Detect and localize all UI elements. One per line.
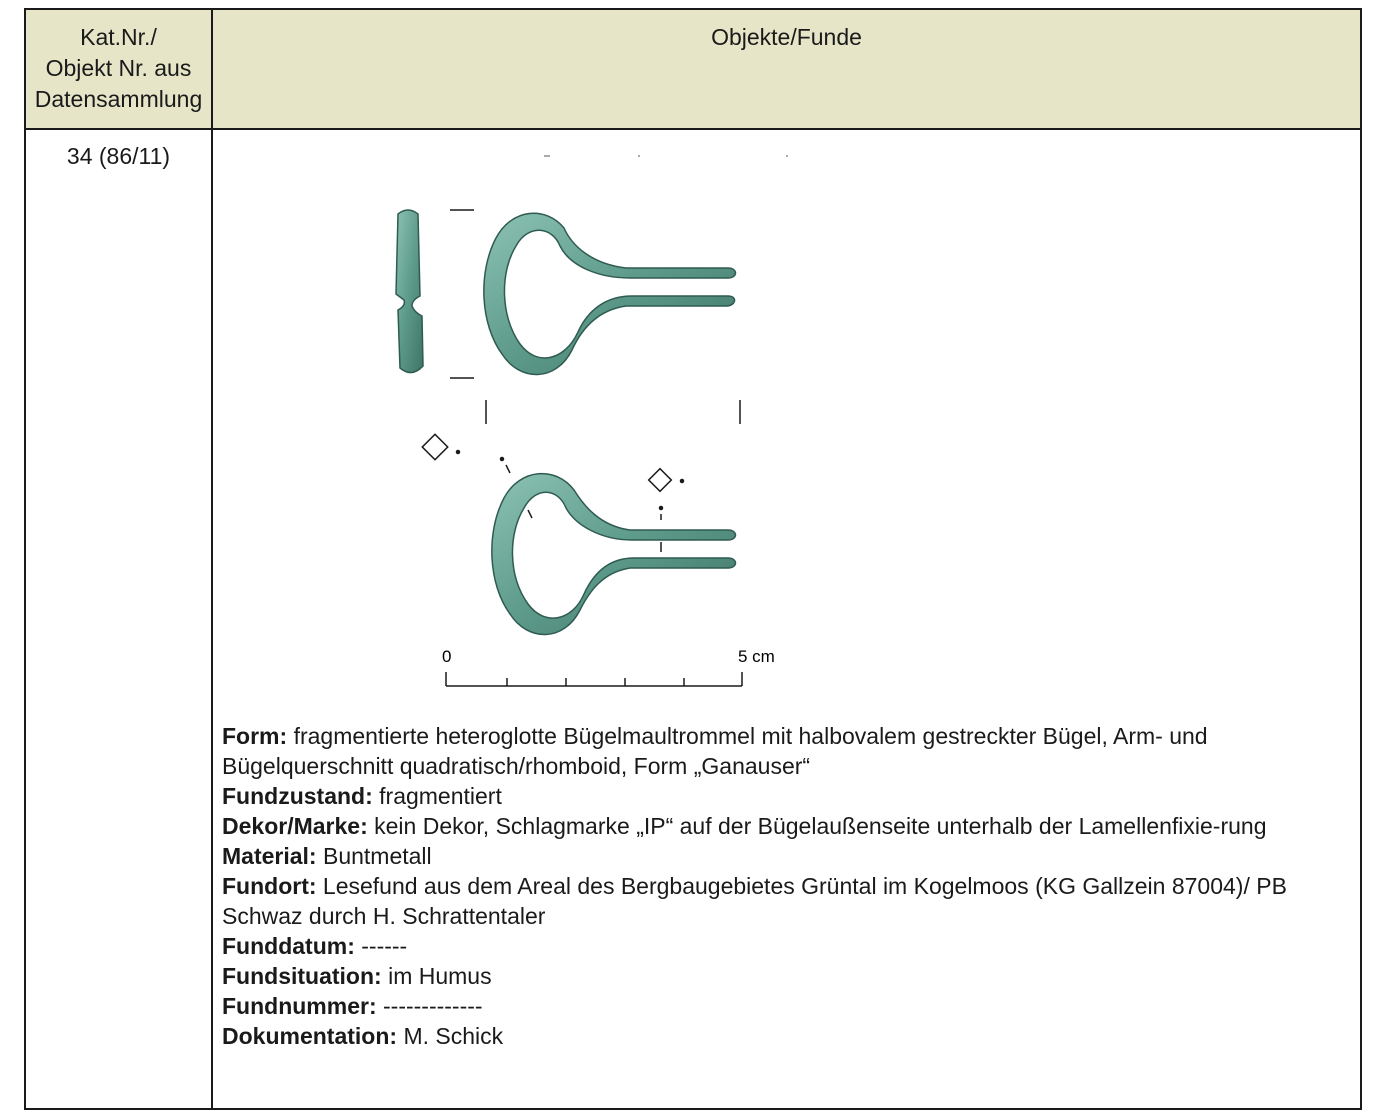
field-form: Form: fragmentierte heteroglotte Bügelmaultrommel mit halbovalem gestreckter Bügel, Arm- und Bügelquerschnitt quadratisch/rhomboid, Form „Ganauser“ [222, 723, 1208, 779]
header-kat-nr: Kat.Nr./ Objekt Nr. aus Datensammlung [34, 24, 203, 112]
header-objekte: Objekte/Funde [711, 24, 862, 50]
catalog-table [24, 8, 1362, 1110]
back-view [492, 474, 736, 635]
side-view [396, 210, 423, 373]
field-fundort: Fundort: Lesefund aus dem Areal des Bergbaugebietes Grüntal im Kogelmoos (KG Gallzein 87004)/ PB Schwaz durch H. Schrattentaler [222, 873, 1287, 929]
field-dokumentation: Dokumentation: M. Schick [222, 1023, 504, 1049]
field-fundzustand: Fundzustand: fragmentiert [222, 783, 502, 809]
kat-nr-value: 34 (86/11) [66, 143, 171, 169]
field-material: Material: Buntmetall [222, 843, 432, 869]
field-fundnummer: Fundnummer: ------------- [222, 993, 483, 1019]
field-dekor: Dekor/Marke: kein Dekor, Schlagmarke „IP“ auf der Bügelaußenseite unterhalb der Lamellenfixie-rung [222, 813, 1267, 839]
field-funddatum: Funddatum: ------ [222, 933, 408, 959]
scale-end-label: 5 cm [738, 647, 775, 666]
object-description [222, 721, 1352, 1051]
scale-start-label: 0 [442, 647, 452, 666]
field-fundsituation: Fundsituation: im Humus [222, 963, 492, 989]
scale-bar [446, 672, 742, 686]
front-view [484, 213, 736, 374]
